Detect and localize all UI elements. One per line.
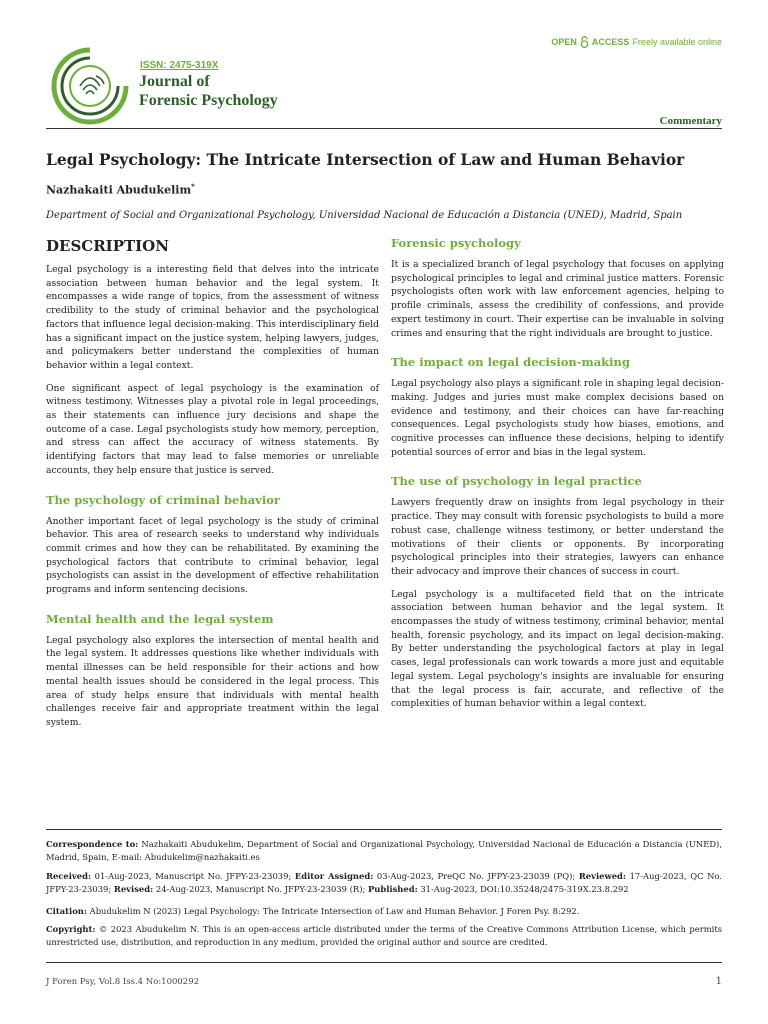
correspondence-block [46,838,722,864]
author-mark: * [191,182,195,191]
left-column [46,232,379,739]
revised-label: Revised: [113,884,154,894]
editor-text: 03-Aug-2023, PreQC No. JFPY-23-23039 (PQ); [376,871,576,881]
section-heading: The use of psychology in legal practice [391,474,642,489]
right-column [391,232,724,720]
paragraph: Legal psychology is a interesting field that delves into the intricate association between human behavior and the legal system. It encompasses a wide range of topics, from the assessment of witness credibility to the study of criminal behavior and the psychological factors that influence legal decision-making. This interdisciplinary field has a significant impact on the justice system, helping lawyers, judges, and policymakers better understand the complexities of human behavior within a legal context. [46,264,379,371]
citation-label: Citation: [46,906,87,916]
copyright-text: © 2023 Abudukelim N. This is an open-access article distributed under the terms of the Creative Commons Attribution License, which permits unrestricted use, distribution, and reproduction in any medium, provided the original author and source are credited. [46,924,722,947]
journal-name [139,72,278,110]
published-text: 31-Aug-2023, DOI:10.35248/2475-319X.23.8.292 [420,884,629,894]
reviewed-text: 17-Aug-2023, QC No. JFPY-23-23039; [46,871,722,894]
header-divider [46,128,722,129]
author-text: Nazhakaiti Abudukelim [46,183,192,197]
author-affiliation: Department of Social and Organizational Psychology, Universidad Nacional de Educación a Distancia (UNED), Madrid, Spain [46,210,683,221]
open-access-badge [551,36,722,48]
article-type: Commentary [659,115,722,127]
paragraph: Another important facet of legal psychology is the study of criminal behavior. This area of research seeks to understand why individuals commit crimes and how they can be rehabilitated. By examining the psychological factors that contribute to criminal behavior, legal psychologists can assist in the development of effective rehabilitation programs and inform sentencing decisions. [46,515,379,596]
description-heading: DESCRIPTION [46,237,169,255]
reviewed-label: Reviewed: [578,871,626,881]
open-label: OPEN [551,37,577,47]
received-text: 01-Aug-2023, Manuscript No. JFPY-23-23039; [94,871,292,881]
paragraph: One significant aspect of legal psychology is the examination of witness testimony. Witnesses play a pivotal role in legal proceedings, as their statements can influence jury decisions and shape the outcome of a case. Legal psychologists study how memory, perception, and stress can affect the accuracy of witness statements. By identifying factors that may lead to false memories or unreliable accounts, they help ensure that justice is served. [46,382,379,476]
editor-label: Editor Assigned: [294,871,374,881]
copyright-label: Copyright: [46,924,96,934]
footer-divider [46,829,722,830]
citation-block [46,905,722,918]
journal-name-line2: Forensic Psychology [139,92,278,109]
correspondence-label: Correspondence to: [46,839,139,849]
issn-link[interactable]: ISSN: 2475-319X [140,60,219,71]
correspondence-text: Nazhakaiti Abudukelim, Department of Social and Organizational Psychology, Universidad Nacional de Educación a Distancia (UNED), Madrid, Spain, E-mail: Abudukelim@nazhakaiti.es [46,839,722,862]
article-title: Legal Psychology: The Intricate Intersection of Law and Human Behavior [46,150,685,169]
journal-name-line1: Journal of [139,73,210,90]
journal-logo [50,46,130,126]
paragraph: It is a specialized branch of legal psychology that focuses on applying psychological principles to legal and criminal justice matters. Forensic psychologists often work with law enforcement agencies, helping to profile criminals, assess the credibility of confessions, and provide expert testimony in court. Their expertise can be invaluable in solving crimes and ensuring that the right individuals are brought to justice. [391,259,724,339]
author-name [46,182,195,197]
paragraph: Lawyers frequently draw on insights from legal psychology in their practice. They may consult with forensic psychologists to build a more robust case, challenge witness testimony, or better understand the motivations of their clients or opponents. By incorporating psychological principles into their strategies, lawyers can enhance their advocacy and improve their chances of success in court. [391,497,724,577]
copyright-block [46,923,722,949]
dates-block [46,870,722,896]
open-lock-icon [580,36,589,48]
paragraph: Legal psychology also explores the intersection of mental health and the legal system. It addresses questions like whether individuals with mental illnesses can be held responsible for their actions and how mental health issues should be considered in the legal process. This area of study helps ensure that individuals with mental health challenges receive fair and appropriate treatment within the legal system. [46,634,379,728]
citation-text: Abudukelim N (2023) Legal Psychology: The Intricate Intersection of Law and Human Behavior. J Foren Psy. 8:292. [89,906,580,916]
received-label: Received: [46,871,92,881]
freely-available-text: Freely available online [632,37,722,47]
section-heading: Mental health and the legal system [46,611,274,626]
paragraph: Legal psychology also plays a significant role in shaping legal decision-making. Judges and juries must make complex decisions based on evidence and testimony, and their choices can have far-reaching consequences. Legal psychologists study how biases, emotions, and cognitive processes can influence these decisions, helping to identify potential sources of error and bias in the legal system. [391,378,724,458]
section-heading: The impact on legal decision-making [391,355,630,370]
journal-reference: J Foren Psy, Vol.8 Iss.4 No:1000292 [46,977,200,987]
access-label: ACCESS [591,37,630,47]
section-heading: The psychology of criminal behavior [46,492,280,507]
section-heading: Forensic psychology [391,236,521,250]
page-number: 1 [715,976,722,987]
published-label: Published: [367,884,418,894]
page-footer-divider [46,962,722,963]
revised-text: 24-Aug-2023, Manuscript No. JFPY-23-23039 (R); [155,884,366,894]
paragraph: Legal psychology is a multifaceted field that on the intricate association between human behavior and the legal system. It encompasses the study of witness testimony, criminal behavior, mental health, forensic psychology, and its impact on legal decision-making. By better understanding the psychological factors at play in legal cases, legal professionals can work towards a more just and equitable legal system. Legal psychology's insights are invaluable for ensuring that the legal process is fair, accurate, and reflective of the complexities of human behavior within a legal context. [391,588,724,710]
